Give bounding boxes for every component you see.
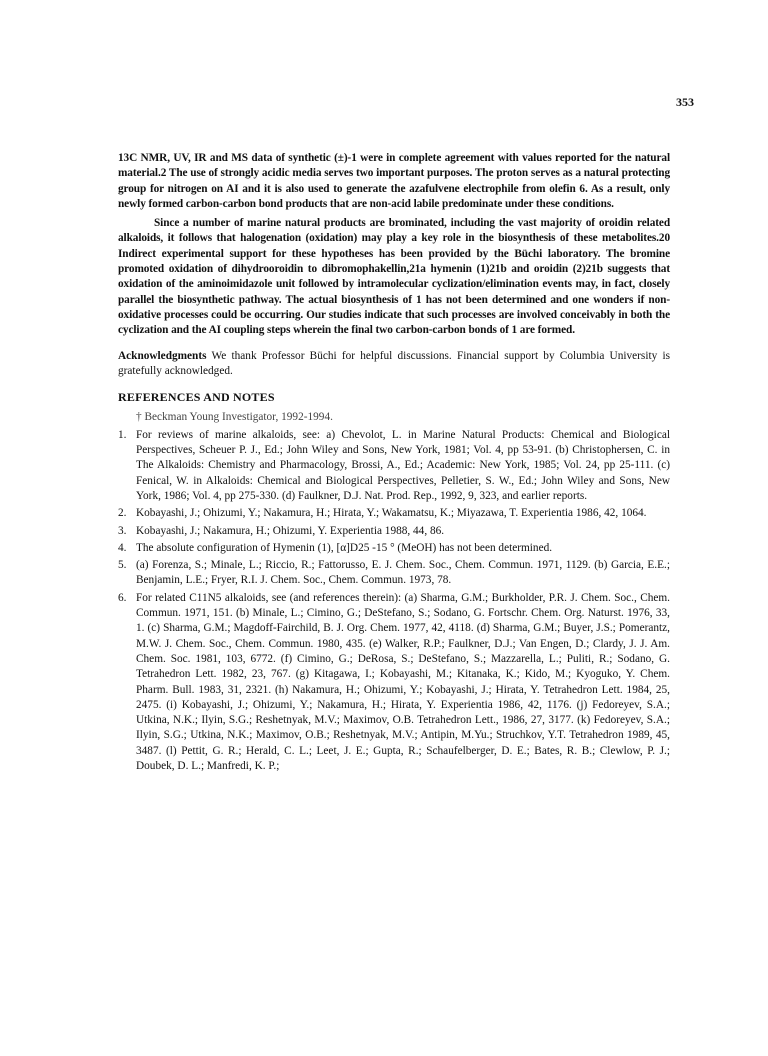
body-paragraph-1: 13C NMR, UV, IR and MS data of synthetic (±)-1 were in complete agreement with values reported for the natural material.2 The use of strongly acidic media serves two important purposes. The proton serves as a natural protecting group for nitrogen on AI and it is also used to generate the azafulvene electrophile from olefin 6. As a result, only newly formed carbon-carbon bond products that are non-acid labile predominate under these conditions. <box>118 152 670 210</box>
reference-number: 5. <box>118 559 127 572</box>
acknowledgments-heading: Acknowledgments <box>118 349 207 362</box>
reference-number: 1. <box>118 428 127 441</box>
acknowledgments <box>118 349 670 380</box>
reference-number: 4. <box>118 541 127 554</box>
reference-item <box>118 541 670 556</box>
reference-text: For related C11N5 alkaloids, see (and references therein): (a) Sharma, G.M.; Burkholder, P.R. J. Chem. Soc., Chem. Commun. 1971, 151. (b) Minale, L.; Cimino, G.; DeStefano, S.; Sodano, G. Fortschr. Chem. Org. Naturst. 1976, 33, 1. (c) Sharma, G.M.; Magdoff-Fairchild, B. J. Org. Chem. 1977, 42, 4118. (d) Sharma, G.M.; Buyer, J.S.; Pomerantz, M.W. J. Chem. Soc., Chem. Commun. 1980, 435. (e) Walker, R.P.; Faulkner, D.J.; Van Engen, D.; Clardy, J. J. Am. Chem. Soc. 1981, 103, 6772. (f) Cimino, G.; DeRosa, S.; DeStefano, S.; Mazzarella, L.; Puliti, R.; Sodano, G. Tetrahedron Lett. 1982, 23, 767. (g) Kitagawa, I.; Kobayashi, M.; Kitanaka, K.; Kido, M.; Kyoguko, Y. Chem. Pharm. Bull. 1983, 31, 2321. (h) Nakamura, H.; Ohizumi, Y.; Kobayashi, J.; Hirata, Y. Tetrahedron Lett. 1984, 25, 2475. (i) Kobayashi, J.; Ohizumi, Y.; Nakamura, H.; Hirata, Y. Experientia 1986, 42, 1176. (j) Fedoreyev, S.A.; Utkina, N.K.; Ilyin, S.G.; Reshetnyak, M.V.; Maximov, O.B. Tetrahedron Lett., 1986, 27, 3177. (k) Fedoreyev, S.A.; Ilyin, S.G.; Utkina, N.K.; Maximov, O.B.; Reshetnyak, M.V.; Antipin, M.Yu.; Struchkov, Y.T. Tetrahedron 1989, 45, 3487. (l) Pettit, G. R.; Herald, C. L.; Leet, J. E.; Gupta, R.; Schaufelberger, D. E.; Bates, R. B.; Clewlow, P. J.; Doubek, D. L.; Manfredi, K. P.; <box>136 591 670 772</box>
references-list <box>118 428 670 775</box>
reference-number: 6. <box>118 591 127 604</box>
reference-item <box>118 591 670 775</box>
reference-text: (a) Forenza, S.; Minale, L.; Riccio, R.; Fattorusso, E. J. Chem. Soc., Chem. Commun. 1971, 1129. (b) Garcia, E.E.; Benjamin, L.E.; Fryer, R.I. J. Chem. Soc., Chem. Commun. 1973, 78. <box>136 559 670 587</box>
reference-number: 3. <box>118 524 127 537</box>
reference-text: The absolute configuration of Hymenin (1), [α]D25 -15 ° (MeOH) has not been determined. <box>136 541 553 554</box>
reference-item <box>118 428 670 504</box>
reference-text: Kobayashi, J.; Nakamura, H.; Ohizumi, Y. Experientia 1988, 44, 86. <box>136 524 445 537</box>
references-heading: REFERENCES AND NOTES <box>118 390 275 405</box>
reference-text: Kobayashi, J.; Ohizumi, Y.; Nakamura, H.; Hirata, Y.; Wakamatsu, K.; Miyazawa, T. Experientia 1986, 42, 1064. <box>136 507 647 520</box>
reference-text: For reviews of marine alkaloids, see: a) Chevolot, L. in Marine Natural Products: Chemical and Biological Perspectives, Scheuer P. J., Ed.; John Wiley and Sons, New York, 1981; Vol. 4, pp 53-91. (b) Christophersen, C. in The Alkaloids: Chemistry and Pharmacology, Brossi, A., Ed.; Academic: New York, 1985; Vol. 24, pp 25-111. (c) Fenical, W. in Alkaloids: Chemical and Biological Perspectives, Pelletier, S. W., Ed.; John Wiley and Sons, New York, 1986; Vol. 4, pp 275-330. (d) Faulkner, D.J. Nat. Prod. Rep., 1992, 9, 323, and earlier reports. <box>136 428 670 502</box>
author-footnote: † Beckman Young Investigator, 1992-1994. <box>136 411 333 424</box>
acknowledgments-text: We thank Professor Büchi for helpful discussions. Financial support by Columbia University is gratefully acknowledged. <box>118 349 670 377</box>
page-body <box>118 151 670 774</box>
page-number: 353 <box>676 95 694 109</box>
reference-item <box>118 506 670 521</box>
reference-item <box>118 558 670 589</box>
reference-item <box>118 524 670 539</box>
body-paragraph-2: Since a number of marine natural products are brominated, including the vast majority of oroidin related alkaloids, it follows that halogenation (oxidation) may play a key role in the biosynthesis of these metabolites.20 Indirect experimental support for these hypotheses has been provided by the Büchi laboratory. The bromine promoted oxidation of dihydrooroidin to dibromophakellin,21a hymenin (1)21b and oroidin (2)21b suggests that oxidation of the aminoimidazole unit followed by intramolecular cyclization/elimination events may, in fact, closely parallel the biosynthetic pathway. The actual biosynthesis of 1 has not been determined and one wonders if non-oxidative processes could be occurring. Our studies indicate that such processes are involved conceivably in both the cyclization and the AI coupling steps wherein the final two carbon-carbon bonds of 1 are formed. <box>118 217 670 337</box>
reference-number: 2. <box>118 507 127 520</box>
